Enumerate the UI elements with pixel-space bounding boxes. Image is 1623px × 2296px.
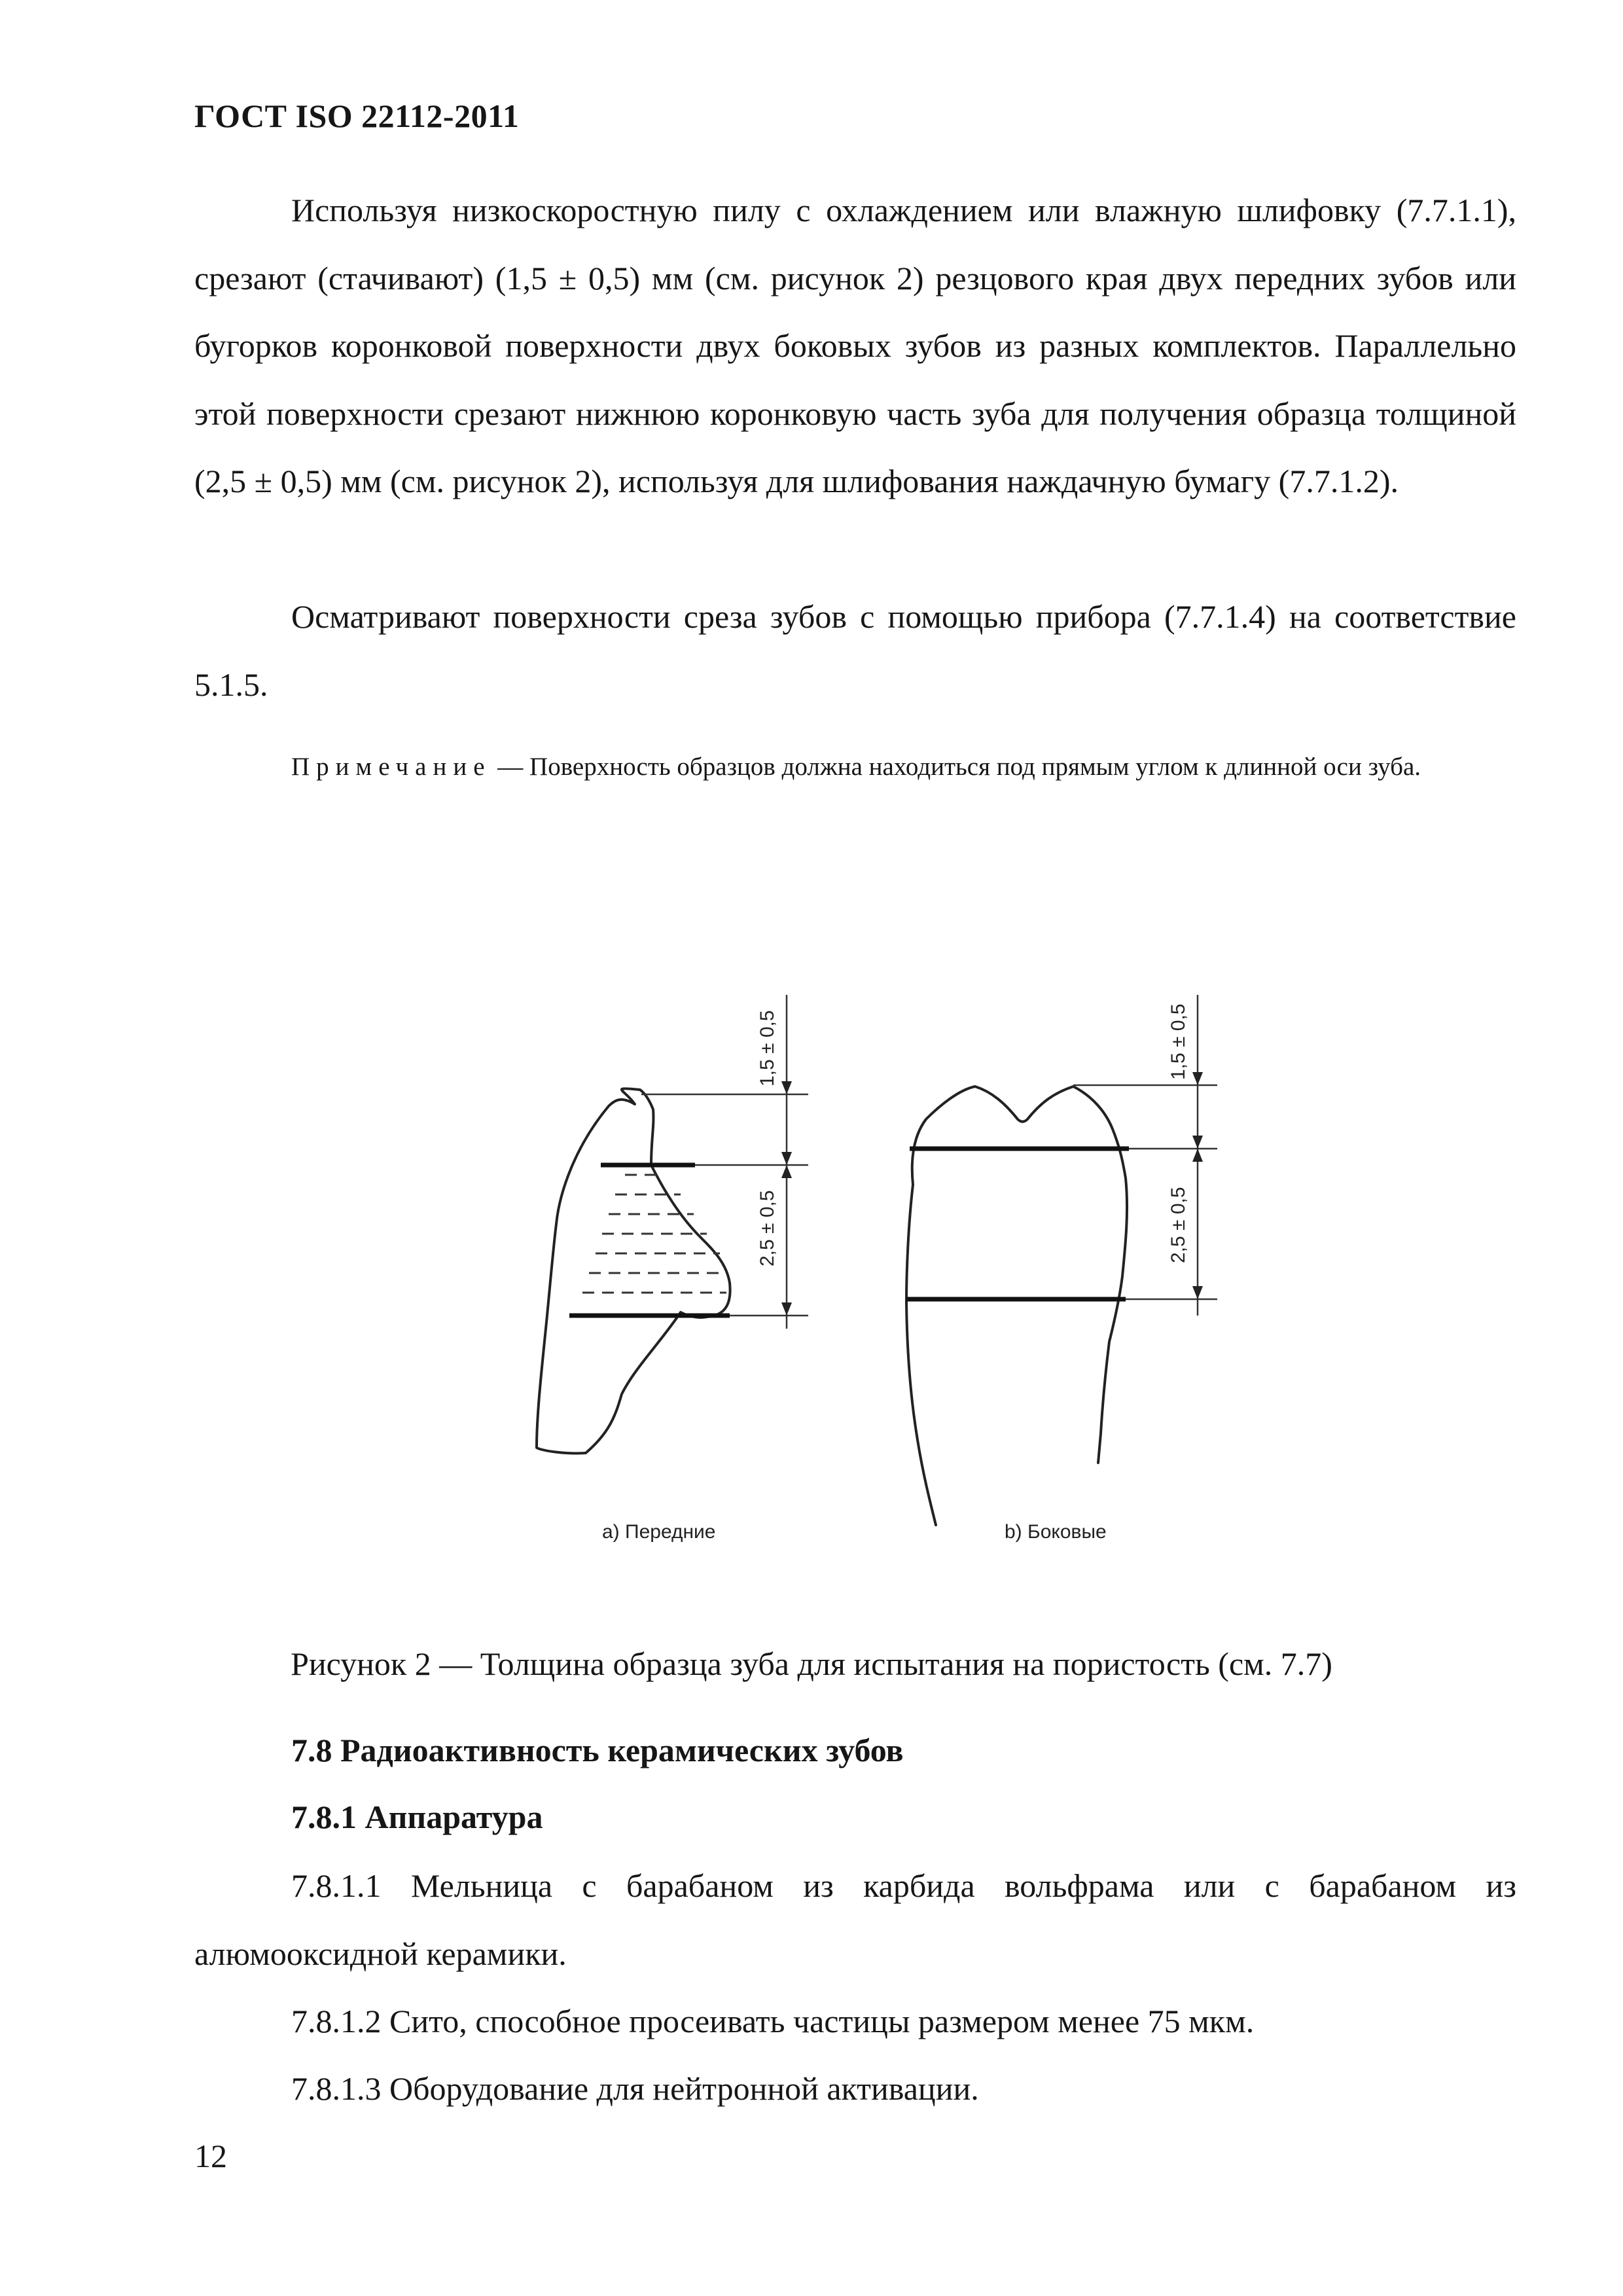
dim-label-front-bottom: 2,5 ± 0,5 (757, 1190, 778, 1266)
cut-lines (569, 1149, 1129, 1316)
item-7-8-1-1: 7.8.1.1 Мельница с барабаном из карбида вольфрама или с барабаном из алюмооксидной керамики. (194, 1867, 1516, 1972)
label-front-teeth: а) Передние (602, 1521, 716, 1543)
front-tooth-outline (537, 1088, 730, 1453)
note (194, 739, 1516, 795)
side-tooth-outline (906, 1086, 1127, 1525)
tooth-diagram (177, 975, 1224, 1590)
dim-label-side-top: 1,5 ± 0,5 (1168, 1003, 1189, 1080)
note-label: Примечание (291, 753, 491, 781)
figure-2 (177, 975, 1224, 1590)
heading-7-8: 7.8 Радиоактивность керамических зубов (291, 1732, 904, 1768)
dim-label-side-bottom: 2,5 ± 0,5 (1168, 1187, 1189, 1263)
dimension-arrows (781, 1072, 1203, 1316)
dim-label-front-top: 1,5 ± 0,5 (757, 1010, 778, 1086)
figure-caption: Рисунок 2 — Толщина образца зуба для испытания на пористость (см. 7.7) (291, 1645, 1332, 1682)
extension-lines (641, 1085, 1217, 1316)
item-7-8-1-3: 7.8.1.3 Оборудование для нейтронной активации. (291, 2070, 979, 2107)
front-tooth-hatching (582, 1175, 726, 1293)
paragraph-cutting-procedure: Используя низкоскоростную пилу с охлаждением или влажную шлифовку (7.7.1.1), срезают (стачивают) (1,5 ± 0,5) мм (см. рисунок 2) резцового края двух передних зубов или бугорков коронковой поверхности двух боковых зубов из разных комплектов. Параллельно этой поверхности срезают нижнюю коронковую часть зуба для получения образца толщиной (2,5 ± 0,5) мм (см. рисунок 2), используя для шлифования наждачную бумагу (7.7.1.2). (194, 192, 1516, 499)
note-text: — Поверхность образцов должна находиться под прямым углом к длинной оси зуба. (491, 753, 1421, 781)
item-7-8-1-2: 7.8.1.2 Сито, способное просеивать частицы размером менее 75 мкм. (291, 2003, 1255, 2039)
heading-7-8-1: 7.8.1 Аппаратура (291, 1799, 543, 1835)
dimension-lines (787, 995, 1198, 1329)
document-header: ГОСТ ISO 22112-2011 (194, 98, 520, 134)
paragraph-inspection: Осматривают поверхности среза зубов с помощью прибора (7.7.1.4) на соответствие 5.1.5. (194, 598, 1516, 703)
label-side-teeth: b) Боковые (1005, 1521, 1107, 1543)
page-number: 12 (194, 2138, 227, 2174)
